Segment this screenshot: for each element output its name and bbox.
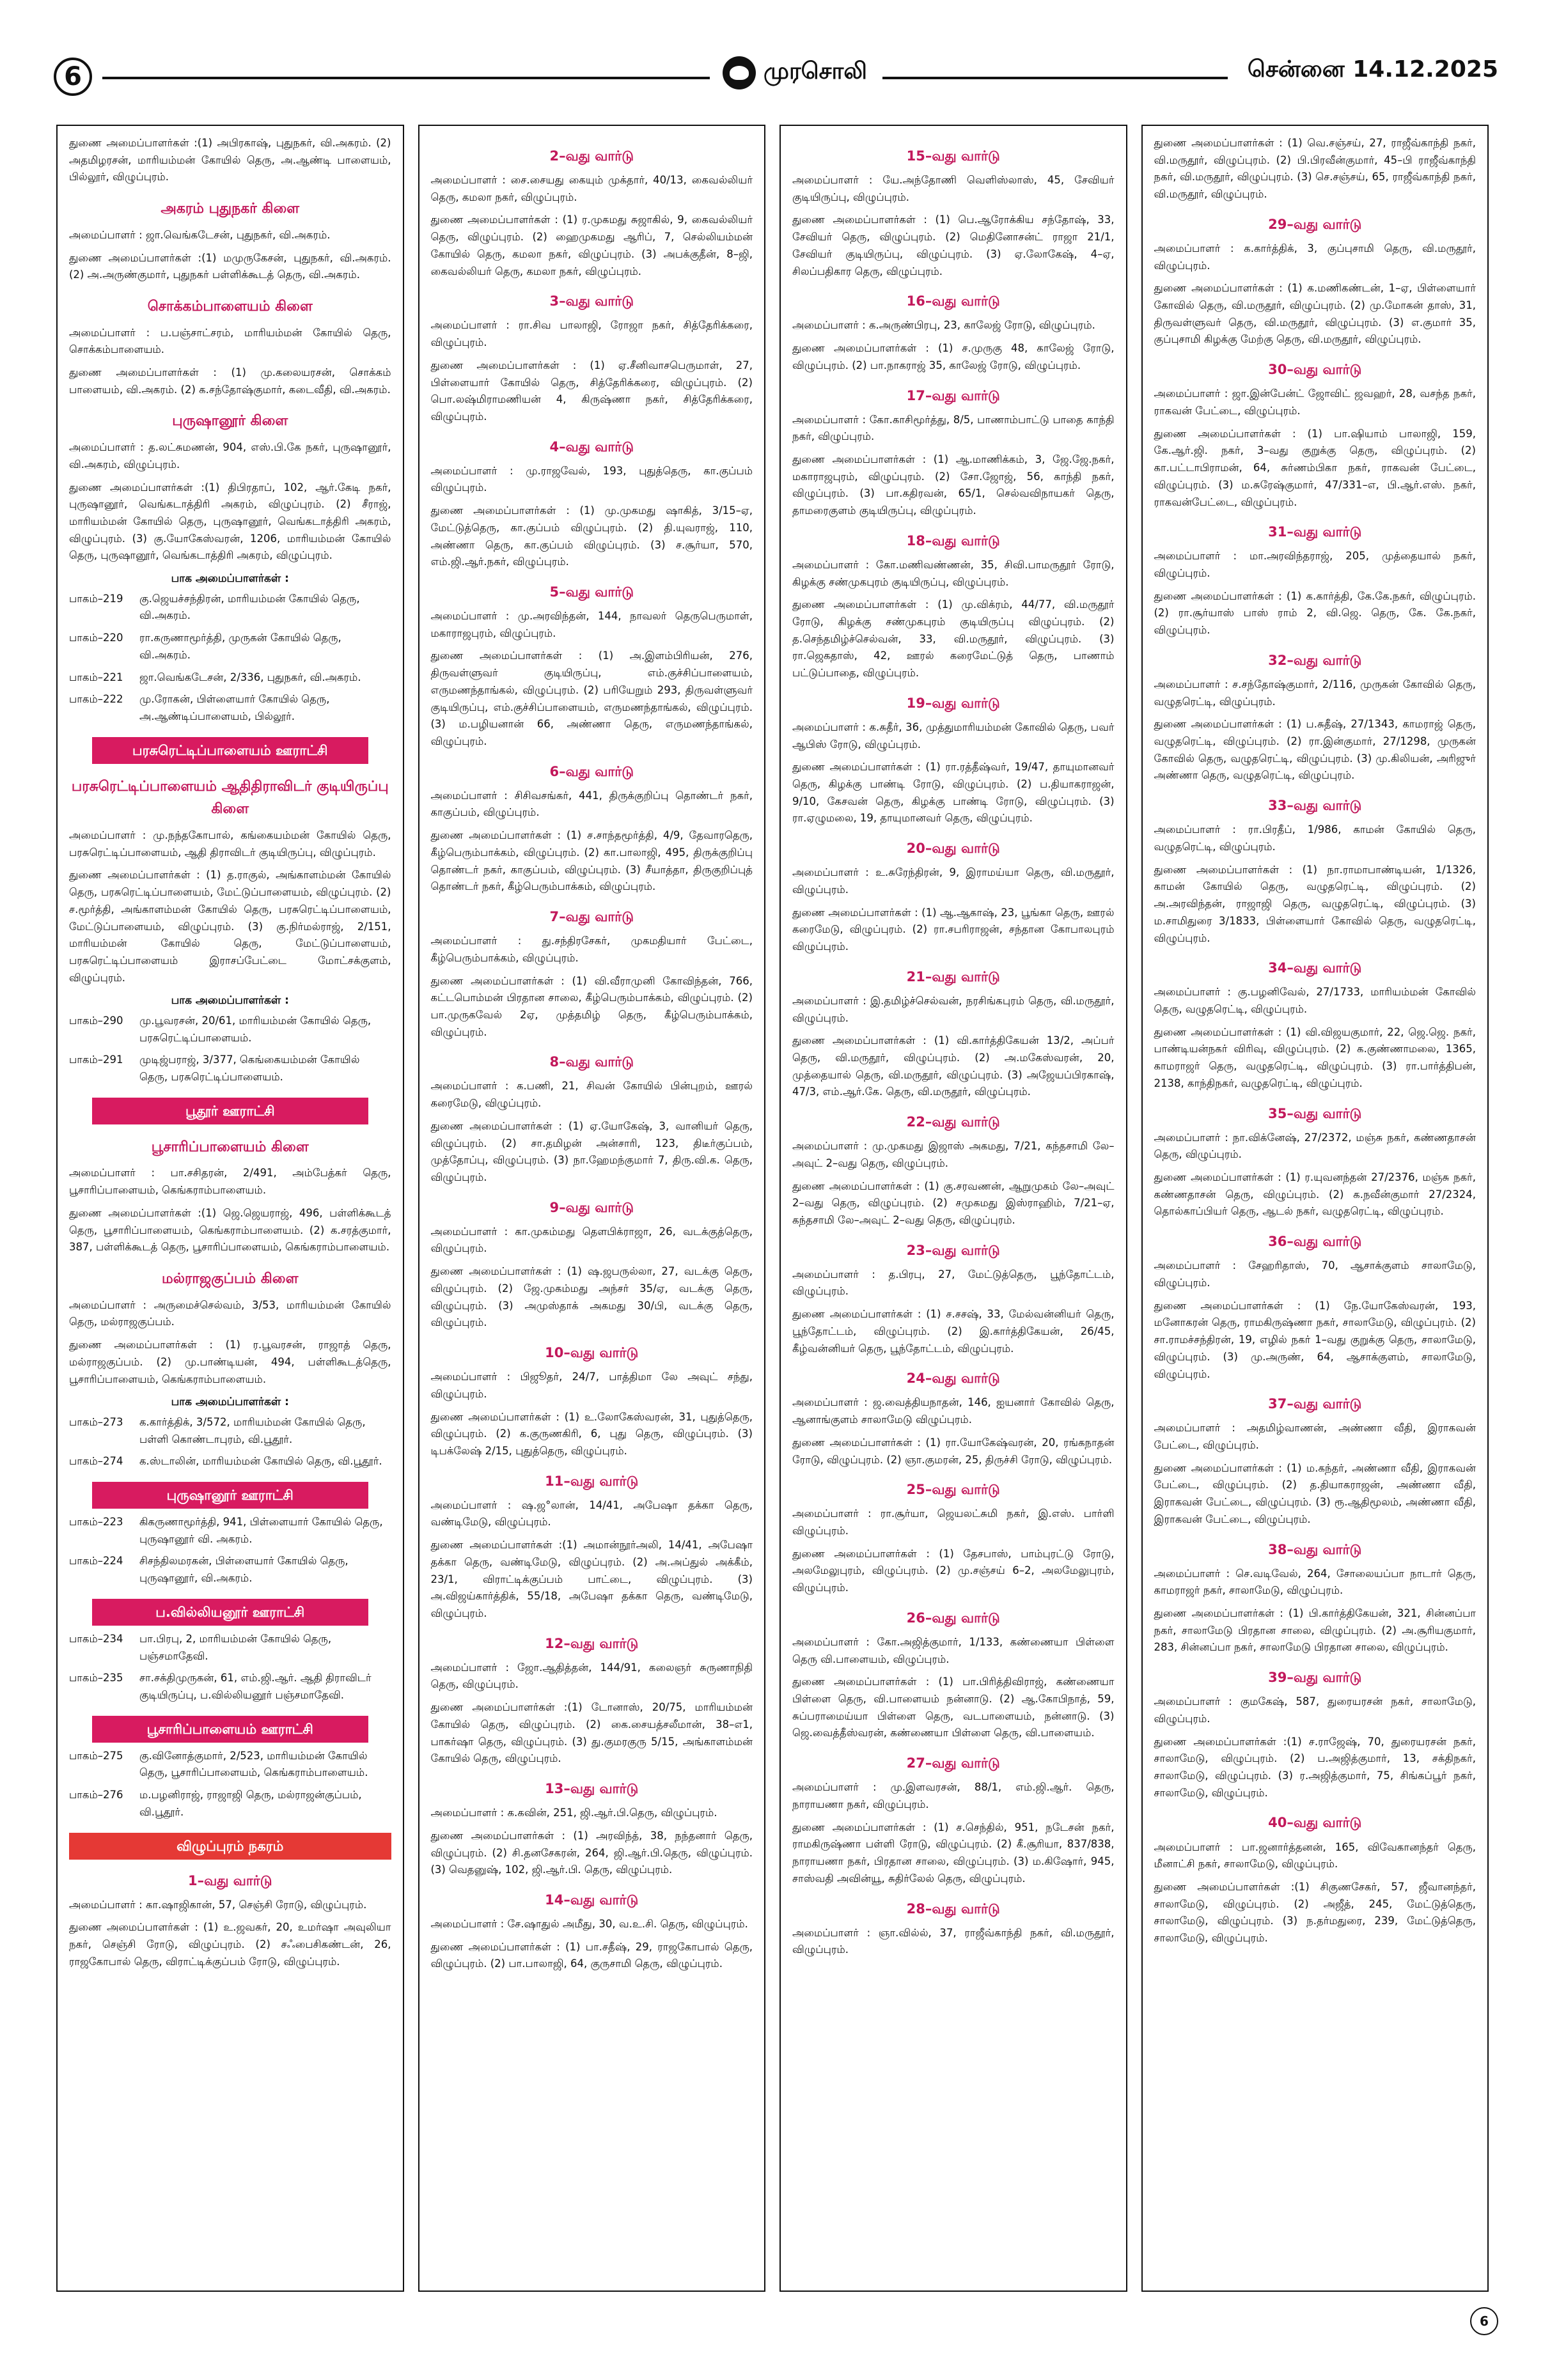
paragraph: துணை அமைப்பாளர்கள் : (1) ஷ.ஜபருல்லா, 27, வடக்கு தெரு, விழுப்புரம். (2) ஜே.முகம்மது அந்சர் 35/ஏ, வடக்கு தெரு, விழுப்புரம். (3) அமுஸ்தாக் அகமது 30/பி, வடக்கு தெரு, விழுப்புரம். (430, 1265, 753, 1329)
paragraph: அமைப்பாளர் : ரா.சிவ பாலாஜி, ரோஜா நகர், சித்தேரிக்கரை, விழுப்புரம். (430, 319, 753, 349)
footer-page-number: 6 (1470, 2307, 1498, 2335)
paragraph: துணை அமைப்பாளர்கள் : (1) மு.விக்ரம், 44/77, வி.மருதூர் ரோடு, கிழக்கு சண்முகபுரம் குடியிருப்பு விழுப்புரம். (2) த.செந்தமிழ்ச்செல்வன், 33, வி.மருதூர், விழுப்புரம். (3) ரா.ஜெகதாஸ், 42, ஊரல் கரைமேட்டுத் தெரு, பாணாம் பட்டுப்பாதை, விழுப்புரம். (792, 598, 1115, 680)
ward-heading: 36–வது வார்டு (1268, 1234, 1362, 1250)
paragraph: அமைப்பாளர் : க.அருண்பிரபு, 23, காலேஜ் ரோடு, விழுப்புரம். (792, 319, 1095, 332)
paragraph: அமைப்பாளர் : மு.இளவரசன், 88/1, எம்.ஜி.ஆர். தெரு, நாராயணா நகர், விழுப்புரம். (792, 1781, 1115, 1810)
booth-entry (69, 1670, 391, 1704)
booth-text: க.ஸ்டாலின், மாரியம்மன் கோயில் தெரு, வி.பூதூர். (139, 1455, 382, 1468)
column-2 (418, 125, 766, 2292)
paragraph: அமைப்பாளர் : பிஜூதர், 24/7, பாத்திமா லே அவுட் சந்து, விழுப்புரம். (430, 1371, 753, 1400)
ward-heading: 28–வது வார்டு (906, 1901, 1000, 1917)
paragraph: அமைப்பாளர் : சை.சையது கையும் முக்தார், 40/13, கைவல்லியர் தெரு, கமலா நகர், விழுப்புரம். (430, 174, 753, 203)
paragraph: அமைப்பாளர் : ஜோ.ஆதித்தன், 144/91, கலைஞர் சுருணாநிதி தெரு, விழுப்புரம். (430, 1661, 753, 1691)
subheading: பாக அமைப்பாளர்கள் : (171, 994, 289, 1007)
ward-heading: 31–வது வார்டு (1268, 524, 1362, 540)
ward-heading: 4–வது வார்டு (549, 439, 634, 455)
section-heading: பரசுரெட்டிப்பாளையம் ஆதிதிராவிடர் குடியிருப்பு கிளை (71, 778, 389, 818)
booth-text: மு.ரோகன், பிள்ளையார் கோயில் தெரு, அ.ஆண்டிப்பாளையம், பில்லூர். (139, 693, 330, 722)
section-heading: சொக்கம்பாளையம் கிளை (147, 298, 313, 315)
newspaper-logo (716, 56, 873, 89)
ward-heading: 13–வது வார்டு (545, 1781, 639, 1797)
booth-text: க.கார்த்திக், 3/572, மாரியம்மன் கோயில் தெரு, பள்ளி கொண்டாபுரம், வி.பூதூர். (139, 1415, 366, 1445)
ward-heading: 21–வது வார்டு (906, 968, 1000, 984)
booth-entry (69, 591, 391, 625)
booth-number: பாகம்–275 (69, 1749, 123, 1762)
section-banner: பரசுரெட்டிப்பாளையம் ஊராட்சி (92, 737, 368, 764)
booth-entry (69, 1553, 391, 1587)
paragraph: துணை அமைப்பாளர்கள் : (1) தேசபாஸ், பாம்புரட்டு ரோடு, அலமேலுபுரம், விழுப்புரம். (2) மு.சஞ்சய் 6–2, அலமேலுபுரம், விழுப்புரம். (792, 1547, 1115, 1594)
booth-entry (69, 1514, 391, 1548)
paragraph: அமைப்பாளர் : த.லட்சுமணன், 904, எஸ்.பி.கே நகர், புருஷானூர், வி.அகரம், விழுப்புரம். (69, 441, 391, 471)
paragraph: துணை அமைப்பாளர்கள் : (1) பெ.ஆரோக்கிய சந்தோஷ், 33, சேவியர் தெரு, விழுப்புரம். (2) மெதினோசன்ட் ராஜா 21/1, சேவியர் குடியிருப்பு, விழுப்புரம். (3) ஏ.லோகேஷ், 4–ஏ, சிலப்பதிகார தெரு, விழுப்புரம். (792, 214, 1115, 277)
paragraph: துணை அமைப்பாளர்கள் :(1) ச.ராஜேஷ், 70, துரையரசன் நகர், சாலாமேடு, விழுப்புரம். (2) ப.அஜித்குமார், 13, சக்திநகர், சாலாமேடு, விழுப்புரம். (3) ர.அஜித்குமார், 75, சிங்கப்பூர் நகர், சாலாமேடு, விழுப்புரம். (1154, 1735, 1476, 1799)
subheading: பாக அமைப்பாளர்கள் : (171, 1396, 289, 1409)
paragraph: துணை அமைப்பாளர்கள் : (1) ர.பூவரசன், ராஜாத் தெரு, மல்ராஜகுப்பம். (2) மு.பாண்டியன், 494, பள்ளிகூடத்தெரு, பூசாரிப்பாளையம், கெங்கராம்பாளையம். (69, 1339, 391, 1385)
paragraph: துணை அமைப்பாளர்கள் :(1) அபிரகாஷ், புதுநகர், வி.அகரம். (2) அதமிழரசன், மாரியம்மன் கோயில் தெரு, அ.ஆண்டி பாளையம், பில்லூர், விழுப்புரம். (69, 137, 391, 183)
ward-heading: 29–வது வார்டு (1268, 216, 1362, 232)
booth-text: கு.ஜெயச்சந்திரன், மாரியம்மன் கோயில் தெரு, வி.அகரம். (139, 592, 360, 622)
paragraph: துணை அமைப்பாளர்கள் : (1) மு.முகமது ஷாகித், 3/15–ஏ, மேட்டுத்தெரு, கா.குப்பம் விழுப்புரம். (2) தி.யுவராஜ், 110, அண்ணா தெரு, கா.குப்பம் விழுப்புரம். (3) ச.சூர்யா, 570, எம்.ஜி.ஆர்.நகர், விழுப்புரம். (430, 504, 753, 568)
section-heading: மல்ராஜகுப்பம் கிளை (162, 1271, 299, 1287)
paragraph: அமைப்பாளர் : கு.பழனிவேல், 27/1733, மாரியம்மன் கோவில் தெரு, வழுதரெட்டி, விழுப்புரம். (1154, 986, 1476, 1015)
paragraph: துணை அமைப்பாளர்கள் : (1) ரா.ரத்தீஷ்வர், 19/47, தாயுமானவர் தெரு, கிழக்கு பாண்டி ரோடு, விழுப்புரம். (2) ப.தியாகராஜன், 9/10, கேசவன் தெரு, கிழக்கு பாண்டி ரோடு, விழுப்புரம். (3) ரா.ஏழுமலை, 19, தாயுமானவர் தெரு, விழுப்புரம். (792, 761, 1115, 825)
paragraph: துணை அமைப்பாளர்கள் : (1) வி.வீராமுனி கோவிந்தன், 766, கட்டபொம்மன் பிரதான சாலை, கீழ்பெரும்பாக்கம், விழுப்புரம். (2) பா.முருகவேல் 2ஏ, முத்தமிழ் தெரு, கீழ்பெரும்பாக்கம், விழுப்புரம். (430, 974, 753, 1038)
booth-text: பா.பிரபு, 2, மாரியம்மன் கோயில் தெரு, பஞ்சமாதேவி. (139, 1632, 332, 1662)
logo-emblem-icon (723, 56, 756, 89)
ward-heading: 27–வது வார்டு (906, 1755, 1000, 1771)
column-1 (56, 125, 404, 2292)
booth-entry (69, 1748, 391, 1782)
booth-text: ரா.கருணாமூர்த்தி, முருகன் கோயில் தெரு, வி.அகரம். (139, 632, 341, 661)
paragraph: அமைப்பாளர் : மு.நந்தகோபால், கங்கையம்மன் கோயில் தெரு, பரசுரெட்டிப்பாளையம், ஆதி திராவிடர் குடியிருப்பு, விழுப்புரம். (69, 828, 391, 859)
paragraph: துணை அமைப்பாளர்கள் : (1) ர.யுவனந்தன் 27/2376, மஞ்சு நகர், கண்ணதாசன் தெரு, விழுப்புரம். (2) க.நவீன்குமார் 27/2324, தொல்காப்பியர் தெரு, ஆடல் நகர், வழுதரெட்டி, விழுப்புரம். (1154, 1171, 1476, 1218)
ward-heading: 3–வது வார்டு (549, 293, 634, 309)
edition-date: சென்னை 14.12.2025 (1237, 56, 1498, 86)
ward-heading: 39–வது வார்டு (1268, 1670, 1362, 1686)
paragraph: துணை அமைப்பாளர்கள் : (1) ஆ.மாணிக்கம், 3, ஜே.ஜே.நகர், மகாராஜபுரம், விழுப்புரம். (2) சோ.ஜோஜ், 56, காந்தி நகர், விழுப்புரம். (3) பா.கதிரவன், 65/1, செல்வவிநாயகர் தெரு, தாமரைகுளம் குடியிருப்பு, விழுப்புரம். (792, 453, 1115, 517)
paragraph: துணை அமைப்பாளர்கள் : (1) ஏ.சீனிவாசபெருமாள், 27, பிள்ளையார் கோயில் தெரு, சித்தேரிக்கரை, விழுப்புரம். (2) பொ.லஷ்மிராமணியன் 4, கிருஷ்ணா நகர், சித்தேரிக்கரை, விழுப்புரம். (430, 359, 753, 423)
ward-heading: 40–வது வார்டு (1268, 1815, 1362, 1831)
ward-heading: 10–வது வார்டு (545, 1345, 639, 1361)
paragraph: துணை அமைப்பாளர்கள் : (1) க.மணிகண்டன், 1–ஏ, பிள்ளையார் கோவில் தெரு, வி.மருதூர், விழுப்புரம். (2) மு.மோகன் தாஸ், 31, திருவள்ளுவர் தெரு, வி.மருதூர், விழுப்புரம். (3) எ.குமார் 35, குப்புசாமி கிழக்கு மேற்கு தெரு, வி.மருதூர், விழுப்புரம். (1154, 282, 1476, 346)
section-banner: பூசாரிப்பாளையம் ஊராட்சி (92, 1716, 368, 1743)
booth-entry (69, 1631, 391, 1665)
booth-text: ஜா.வெங்கடேசன், 2/336, புதுநகர், வி.அகரம். (139, 671, 361, 683)
booth-number: பாகம்–221 (69, 671, 123, 683)
ward-heading: 26–வது வார்டு (906, 1610, 1000, 1626)
newspaper-name: முரசொலி (764, 58, 867, 84)
paragraph: அமைப்பாளர் : ஜா.வெங்கடேசன், புதுநகர், வி.அகரம். (69, 228, 331, 241)
paragraph: துணை அமைப்பாளர்கள் : (1) கு.சரவணன், ஆறுமுகம் லே–அவுட் 2–வது தெரு, விழுப்புரம். (2) சமுகமது இஸ்ராஹிம், 7/21–ஏ, கந்தசாமி லே–அவுட் 2–வது தெரு, விழுப்புரம். (792, 1179, 1115, 1227)
ward-heading: 18–வது வார்டு (906, 533, 1000, 548)
paragraph: அமைப்பாளர் : க.கார்த்திக், 3, குப்புசாமி தெரு, வி.மருதூர், விழுப்புரம். (1154, 242, 1476, 272)
paragraph: துணை அமைப்பாளர்கள் : (1) பி.கார்த்திகேயன், 321, சின்னப்பா நகர், சாலாமேடு பிரதான சாலை, விழுப்புரம். (2) அ.சூரியகுமார், 283, சின்னப்பா நகர், சாலாமேடு பிரதான சாலை, விழுப்புரம். (1154, 1607, 1476, 1654)
booth-entry (69, 691, 391, 725)
booth-number: பாகம்–223 (69, 1515, 123, 1528)
ward-heading: 6–வது வார்டு (549, 763, 634, 779)
booth-number: பாகம்–276 (69, 1789, 123, 1801)
booth-number: பாகம்–224 (69, 1555, 123, 1567)
paragraph: அமைப்பாளர் : செ.வடிவேல், 264, சோலையப்பா நாடார் தெரு, காமராஜர் நகர், சாலாமேடு, விழுப்புரம். (1154, 1567, 1476, 1597)
booth-number: பாகம்–234 (69, 1632, 123, 1645)
paragraph: துணை அமைப்பாளர்கள் : (1) ச.முருகு 48, காலேஜ் ரோடு, விழுப்புரம். (2) பா.நாகராஜ் 35, காலேஜ் ரோடு, விழுப்புரம். (792, 342, 1115, 371)
paragraph: துணை அமைப்பாளர்கள் : (1) நா.ராமாபாண்டியன், 1/1326, காமன் கோயில் தெரு, வழுதரெட்டி, விழுப்புரம். (2) அ.அரவிந்தன், ராஜாஜி தெரு, வழுதரெட்டி, விழுப்புரம். (3) ம.சாமிதுரை 3/1833, பிள்ளையார் கோவில் தெரு, வழுதரெட்டி, விழுப்புரம். (1154, 863, 1476, 944)
ward-heading: 25–வது வார்டு (906, 1482, 1000, 1498)
paragraph: துணை அமைப்பாளர்கள் :(1) திபிரதாப், 102, ஆர்.கேடி நகர், புருஷானூர், வெங்கடாத்திரி அகரம், விழுப்புரம். (2) சீராஜ், மாரியம்மன் கோயில் தெரு, புருஷானூர், வெங்கடாத்திரி அகரம், விழுப்புரம். (3) கு.யோகேஸ்வரன், 1206, மாரியம்மன் கோயில் தெரு, புருஷானூர், வெங்கடாத்திரி அகரம், விழுப்புரம். (69, 481, 391, 562)
paragraph: அமைப்பாளர் : து.சந்திரசேகர், முகமதியார் பேட்டை, கீழ்பெரும்பாக்கம், விழுப்புரம். (430, 935, 753, 964)
ward-heading: 1–வது வார்டு (187, 1872, 272, 1888)
column-3 (779, 125, 1127, 2292)
paragraph: துணை அமைப்பாளர்கள் : (1) க.கார்த்தி, கே.கே.நகர், விழுப்புரம். (2) ரா.சூர்யாஸ் பாஸ் ராம் 2, வி.ஜெ. தெரு, கே. கே.நகர், விழுப்புரம். (1154, 589, 1476, 637)
paragraph: துணை அமைப்பாளர்கள் : (1) மு.கலையரசன், சொக்கம் பாளையம், வி.அகரம். (2) க.சந்தோஷ்குமார், கடைவீதி, வி.அகரம். (69, 366, 391, 396)
paragraph: துணை அமைப்பாளர்கள் : (1) ச.சாந்தமூர்த்தி, 4/9, தேவாரதெரு, கீழ்பெரும்பாக்கம், விழுப்புரம். (2) கா.பாலாஜி, 495, திருக்குறிப்பு தொண்டர் நகர், காகுப்பம், விழுப்புரம். (3) சீயாத்தா, திருகுறிப்புத் தொண்டர் நகர், கீழ்பெரும்பாக்கம், விழுப்புரம். (430, 829, 753, 893)
paragraph: துணை அமைப்பாளர்கள் : (1) அரவிந்த், 38, நந்தனார் தெரு, விழுப்புரம். (2) சி.தனசேகரன், 264, ஜி.ஆர்.பி.தெரு, விழுப்புரம். (3) வெதனுஷ், 102, ஜி.ஆர்.பி. தெரு, விழுப்புரம். (430, 1829, 753, 1876)
paragraph: அமைப்பாளர் : ஞா.வில்ல், 37, ராஜீவ்காந்தி நகர், வி.மருதூர், விழுப்புரம். (792, 1926, 1115, 1956)
booth-number: பாகம்–273 (69, 1415, 123, 1428)
ward-heading: 9–வது வார்டு (549, 1199, 634, 1215)
paragraph: அமைப்பாளர் : ரா.பிரதீப், 1/986, காமன் கோயில் தெரு, வழுதரெட்டி, விழுப்புரம். (1154, 823, 1476, 853)
section-banner: புருஷானூர் ஊராட்சி (92, 1482, 368, 1509)
paragraph: துணை அமைப்பாளர்கள் : (1) உ.ஜவகர், 20, உமர்ஷா அவுலியா நகர், செஞ்சி ரோடு, விழுப்புரம். (2) சஃபைசிகண்டன், 26, ராஜகோபால் தெரு, விராட்டிக்குப்பம் ரோடு, விழுப்புரம். (69, 1921, 391, 1968)
paragraph: துணை அமைப்பாளர்கள் :(1) அமான்நூர்அலி, 14/41, அபேஷா தக்கா தெரு, வண்டிமேடு, விழுப்புரம். (2) அ.அப்துல் அக்கீம், 23/1, விராட்டிக்குப்பம் பாட்டை, விழுப்புரம். (3) அ.விஜய்கார்த்திக், 55/18, அபேஷா தக்கா தெரு, வண்டிமேடு, விழுப்புரம். (430, 1539, 753, 1619)
paragraph: அமைப்பாளர் : பா.ஜனார்த்தனன், 165, விவேகானந்தர் தெரு, மீனாட்சி நகர், சாலாமேடு, விழுப்புரம். (1154, 1840, 1476, 1871)
booth-text: சா.சக்திமுருகன், 61, எம்.ஜி.ஆர். ஆதி திராவிடர் குடியிருப்பு, ப.வில்லியனூர் பஞ்சமாதேவி. (139, 1672, 372, 1701)
ward-heading: 7–வது வார்டு (549, 909, 634, 925)
booth-number: பாகம்–222 (69, 693, 123, 706)
booth-number: பாகம்–219 (69, 592, 123, 605)
ward-heading: 20–வது வார்டு (906, 841, 1000, 857)
paragraph: அமைப்பாளர் : கோ.அஜித்குமார், 1/133, கண்ணையா பிள்ளை தெரு வி.பாளையம், விழுப்புரம். (792, 1635, 1115, 1665)
booth-text: சிசந்திலமரகன், பிள்ளையார் கோயில் தெரு, புருஷானூர், வி.அகரம். (139, 1555, 349, 1585)
paragraph: அமைப்பாளர் : மா.அரவிந்தராஜ், 205, முத்தையால் நகர், விழுப்புரம். (1154, 550, 1476, 579)
paragraph: துணை அமைப்பாளர்கள் :(1) ஜெ.ஜெயராஜ், 496, பள்ளிக்கூடத் தெரு, பூசாரிப்பாளையம், கெங்கராம்பாளையம். (2) க.சரத்குமார், 387, பள்ளிக்கூடத் தெரு, பூசாரிப்பாளையம், கெங்கராம்பாளையம். (69, 1206, 391, 1254)
booth-number: பாகம்–235 (69, 1672, 123, 1684)
booth-number: பாகம்–274 (69, 1455, 123, 1468)
paragraph: அமைப்பாளர் : த.பிரபு, 27, மேட்டுத்தெரு, பூந்தோட்டம், விழுப்புரம். (792, 1268, 1115, 1298)
paragraph: துணை அமைப்பாளர்கள் : (1) வி.கார்த்திகேயன் 13/2, அப்பர் தெரு, வி.மருதூர், விழுப்புரம். (2) அ.மகேஸ்வரன், 20, முத்தையால் தெரு, வி.மருதூர், விழுப்புரம். (3) அஜேயப்பிரகாஷ், 47/3, எம்.ஆர்.கே. தெரு, வி.மருதூர், விழுப்புரம். (792, 1034, 1115, 1098)
booth-number: பாகம்–220 (69, 632, 123, 644)
booth-text: மு.பூவரசன், 20/61, மாரியம்மன் கோயில் தெரு, பரசுரெட்டிப்பாளையம். (139, 1014, 372, 1044)
ward-heading: 12–வது வார்டு (545, 1635, 639, 1651)
booth-text: கிகருணாமூர்த்தி, 941, பிள்ளையார் கோயில் தெரு, புருஷானூர் வி. அகரம். (139, 1515, 383, 1545)
paragraph: அமைப்பாளர் : உ.சுரேந்திரன், 9, இராமய்யா தெரு, வி.மருதூர், விழுப்புரம். (792, 866, 1115, 896)
ward-heading: 16–வது வார்டு (906, 293, 1000, 309)
section-heading: அகரம் புதுநகர் கிளை (161, 201, 300, 217)
ward-heading: 8–வது வார்டு (549, 1054, 634, 1070)
paragraph: துணை அமைப்பாளர்கள் : (1) உ.லோகேஸ்வரன், 31, புதுத்தெரு, விழுப்புரம். (2) க.குருணகிரி, 6, புது தெரு, விழுப்புரம். (3) டிபக்லேஷ் 2/15, புதுத்தெரு, விழுப்புரம். (430, 1410, 753, 1457)
ward-heading: 24–வது வார்டு (906, 1371, 1000, 1387)
column-4 (1141, 125, 1489, 2292)
paragraph: துணை அமைப்பாளர்கள் : (1) நே.யோகேஸ்வரன், 193, மனோகரன் தெரு, ராமகிருஷ்ணா நகர், சாலாமேடு, விழுப்புரம். (2) சா.ராமச்சந்திரன், 19, எழில் நகர் 1–வது குறுக்கு தெரு, சாலாமேடு, விழுப்புரம். (3) மு.அருண், 64, ஆசாக்குளம், சாலாமேடு, விழுப்புரம். (1154, 1299, 1476, 1380)
paragraph: அமைப்பாளர் : ச.சந்தோஷ்குமார், 2/116, முருகன் கோவில் தெரு, வழுதரெட்டி, விழுப்புரம். (1154, 678, 1476, 708)
paragraph: துணை அமைப்பாளர்கள் : (1) ச.செந்தில், 951, நடேசன் நகர், ராமகிருஷ்ணா பள்ளி ரோடு, விழுப்புரம். (2) கீ.சூரியா, 837/838, நாராயணா நகர், பிரதான சாலை, விழுப்புரம். (3) ம.கிஷோர், 945, சாஸ்வதி அவின்யூ, சுதிர்லேல் தெரு, விழுப்புரம். (792, 1821, 1115, 1885)
paragraph: அமைப்பாளர் : ரா.சூர்யா, ஜெயலட்சுமி நகர், இ.எஸ். பார்ளி விழுப்புரம். (792, 1507, 1115, 1537)
paragraph: துணை அமைப்பாளர்கள் : (1) பா.சதீஷ், 29, ராஜகோபால் தெரு, விழுப்புரம். (2) பா.பாலாஜி, 64, குருசாமி தெரு, விழுப்புரம். (430, 1940, 753, 1970)
ward-heading: 17–வது வார்டு (906, 387, 1000, 403)
paragraph: அமைப்பாளர் : க.சுதீர், 36, முத்துமாரியம்மன் கோவில் தெரு, பவர் ஆபிஸ் ரோடு, விழுப்புரம். (792, 720, 1115, 751)
ward-heading: 2–வது வார்டு (549, 148, 634, 164)
ward-heading: 23–வது வார்டு (906, 1242, 1000, 1258)
paragraph: துணை அமைப்பாளர்கள் : (1) வெ.சஞ்சய், 27, ராஜீவ்காந்தி நகர், வி.மருதூர், விழுப்புரம். (2) பி.பிரவீன்குமார், 45–பி ராஜீவ்காந்தி நகர், வி.மருதூர், விழுப்புரம். (3) செ.சஞ்சய், 65, ராஜீவ்காந்தி நகர், வி.மருதூர், விழுப்புரம். (1154, 137, 1476, 201)
paragraph: அமைப்பாளர் : யே.அந்தோணி வெளிஸ்லாஸ், 45, சேவியர் குடியிருப்பு, விழுப்புரம். (792, 174, 1115, 203)
paragraph: அமைப்பாளர் : ஜ.வைத்தியநாதன், 146, ஐயனார் கோவில் தெரு, ஆனாங்குளம் சாலாமேடு விழுப்புரம். (792, 1396, 1115, 1426)
paragraph: துணை அமைப்பாளர்கள் :(1) சிகுணசேகர், 57, ஜீவானந்தர், சாலாமேடு, விழுப்புரம். (2) அஜீத், 245, மேட்டுத்தெரு, சாலாமேடு, விழுப்புரம். (3) ந.தர்மதுரை, 239, மேட்டுத்தெரு, சாலாமேடு, விழுப்புரம். (1154, 1880, 1476, 1945)
paragraph: துணை அமைப்பாளர்கள் : (1) ரா.யோகேஷ்வரன், 20, ரங்கநாதன் ரோடு, விழுப்புரம். (2) ஞா.குமரன், 25, திருச்சி ரோடு, விழுப்புரம். (792, 1436, 1115, 1466)
paragraph: துணை அமைப்பாளர்கள் : (1) ம.கந்தர், அண்ணா வீதி, இராகவன் பேட்டை, விழுப்புரம். (2) த.தியாகராஜன், அண்ணா வீதி, இராகவன் பேட்டை, விழுப்புரம். (3) ரூ.ஆதிமூலம், அண்ணா வீதி, இராகவன் பேட்டை, விழுப்புரம். (1154, 1461, 1476, 1525)
ward-heading: 19–வது வார்டு (906, 695, 1000, 711)
booth-entry (69, 630, 391, 664)
ward-heading: 32–வது வார்டு (1268, 652, 1362, 668)
ward-heading: 5–வது வார்டு (549, 584, 634, 600)
paragraph: அமைப்பாளர் : நா.விக்னேஷ், 27/2372, மஞ்சு நகர், கண்ணதாசன் தெரு, விழுப்புரம். (1154, 1131, 1476, 1161)
paragraph: அமைப்பாளர் : கோ.மணிவண்ணன், 35, சிவி.பாமருதூர் ரோடு, கிழக்கு சண்முகபுரம் குடியிருப்பு, விழுப்புரம். (792, 558, 1115, 588)
booth-entry (69, 1453, 391, 1470)
masthead-rule-right (882, 77, 1228, 79)
booth-number: பாகம்–291 (69, 1054, 123, 1066)
paragraph: துணை அமைப்பாளர்கள் : (1) த.ராகுல், அங்காளம்மன் கோயில் தெரு, பரசுரெட்டிப்பாளையம், மேட்டுப்பாளையம், விழுப்புரம். (2) ச.மூர்த்தி, அங்காளம்மன் கோயில் தெரு, பரசுரெட்டிப்பாளையம், மேட்டுப்பாளையம், விழுப்புரம். (3) கு.நிர்மல்ராஜ், 2/151, மாரியம்மன் கோயில் தெரு, மேட்டுப்பாளையம், பரசுரெட்டிப்பாளையம் இராசப்பேட்டை மோட்சக்குளம், விழுப்புரம். (69, 869, 391, 984)
paragraph: அமைப்பாளர் : சிசிவசங்கர், 441, திருக்குறிப்பு தொண்டர் நகர், காகுப்பம், விழுப்புரம். (430, 789, 753, 819)
paragraph: அமைப்பாளர் : பா.சசிதரன், 2/491, அம்பேத்கர் தெரு, பூசாரிப்பாளையம், கெங்கராம்பாளையம். (69, 1167, 391, 1197)
section-banner: விழுப்புரம் நகரம் (69, 1833, 391, 1860)
section-heading: பூசாரிப்பாளையம் கிளை (151, 1139, 309, 1155)
paragraph: துணை அமைப்பாளர்கள் : (1) ர.முகமது சுஜாகில், 9, கைவல்லியர் தெரு, விழுப்புரம். (2) ஹைமுகமது ஆரிப், 7, செல்லியம்மன் கோயில் தெரு, கமலா நகர், விழுப்புரம். (3) அபக்குதீன், 8–ஜி, கைவல்லியர் தெரு, கமலா நகர், விழுப்புரம். (430, 214, 753, 277)
paragraph: துணை அமைப்பாளர்கள் : (1) பா.பிரித்திவிராஜ், கண்ணையா பிள்ளை தெரு, வி.பாளையம் நன்னாடு. (2) ஆ.கோபிநாத், 59, சுப்பராமைய்யா பிள்ளை தெரு, வடபாளையம், நன்னாடு. (3) ஜெ.வைத்தீஸ்வரன், கண்ணையா பிள்ளை தெரு, வி.பாளையம். (792, 1676, 1115, 1739)
paragraph: துணை அமைப்பாளர்கள் : (1) ஏ.யோகேஷ், 3, வானியர் தெரு, விழுப்புரம். (2) சா.தமிழன் அன்சாரி, 123, திடீர்குப்பம், முத்தோப்பு, விழுப்புரம். (3) நா.ஹேமந்குமார் 7, திரு.வி.க. தெரு, விழுப்புரம். (430, 1119, 753, 1184)
booth-number: பாகம்–290 (69, 1014, 123, 1027)
paragraph: அமைப்பாளர் : க.கவின், 251, ஜி.ஆர்.பி.தெரு, விழுப்புரம். (430, 1807, 717, 1819)
ward-heading: 38–வது வார்டு (1268, 1541, 1362, 1557)
paragraph: அமைப்பாளர் : மு.ராஜவேல், 193, புதுத்தெரு, கா.குப்பம் விழுப்புரம். (430, 464, 753, 494)
booth-text: ம.பழனிராஜ், ராஜாஜி தெரு, மல்ராஜன்குப்பம், வி.பூதூர். (139, 1789, 362, 1818)
section-banner: ப.வில்லியனூர் ஊராட்சி (92, 1599, 368, 1626)
ward-heading: 11–வது வார்டு (545, 1473, 639, 1489)
booth-entry (69, 1013, 391, 1046)
paragraph: அமைப்பாளர் : அருமைச்செல்வம், 3/53, மாரியம்மன் கோயில் தெரு, மல்ராஜகுப்பம். (69, 1298, 391, 1328)
paragraph: அமைப்பாளர் : சேஹரிதாஸ், 70, ஆசாக்குளம் சாலாமேடு, விழுப்புரம். (1154, 1259, 1476, 1289)
paragraph: அமைப்பாளர் : மு.முகமது இஜாஸ் அகமது, 7/21, கந்தசாமி லே–அவுட் 2–வது தெரு, விழுப்புரம். (792, 1140, 1115, 1169)
paragraph: துணை அமைப்பாளர்கள் : (1) வி.விஜயகுமார், 22, ஜெ.ஜெ. நகர், பாண்டியன்நகர் விரிவு, விழுப்புரம். (2) க.குண்ணாமலை, 1365, காமராஜர் தெரு, வழுதரெட்டி, விழுப்புரம். (3) ரா.பார்த்திபன், 2138, காந்திநகர், வழுதரெட்டி, விழுப்புரம். (1154, 1025, 1476, 1089)
paragraph: அமைப்பாளர் : கா.முகம்மது தௌபிக்ராஜா, 26, வடக்குத்தெரு, விழுப்புரம். (430, 1225, 753, 1255)
ward-heading: 37–வது வார்டு (1268, 1396, 1362, 1412)
ward-heading: 22–வது வார்டு (906, 1114, 1000, 1130)
ward-heading: 14–வது வார்டு (545, 1892, 639, 1908)
booth-entry (69, 1414, 391, 1448)
booth-text: கு.வினோத்குமார், 2/523, மாரியம்மன் கோயில் தெரு, பூசாரிப்பாளையம், கெங்கராம்பாளையம். (139, 1749, 368, 1779)
paragraph: அமைப்பாளர் : மு.அரவிந்தன், 144, நாவலர் தெருபெருமாள், மகாராஜபுரம், விழுப்புரம். (430, 610, 753, 639)
paragraph: அமைப்பாளர் : அதமிழ்வாணன், அண்ணா வீதி, இராகவன் பேட்டை, விழுப்புரம். (1154, 1422, 1476, 1451)
ward-heading: 34–வது வார்டு (1268, 960, 1362, 976)
masthead (45, 52, 1498, 104)
paragraph: துணை அமைப்பாளர்கள் :(1) டோனாஸ், 20/75, மாரியம்மன் கோயில் தெரு, விழுப்புரம். (2) கை.சையத்சலீமான், 38–எ1, பாகர்ஷா தெரு, விழுப்புரம். (3) து.குமரகுரு 5/15, அங்காளம்மன் கோயில் தெரு, விழுப்புரம். (430, 1701, 753, 1765)
section-heading: புருஷானூர் கிளை (172, 413, 288, 430)
paragraph: அமைப்பாளர் : குமகேஷ், 587, துரையரசன் நகர், சாலாமேடு, விழுப்புரம். (1154, 1695, 1476, 1725)
ward-heading: 35–வது வார்டு (1268, 1105, 1362, 1121)
paragraph: துணை அமைப்பாளர்கள் : (1) அ.இளம்பிரியன், 276, திருவள்ளுவர் குடியிருப்பு, எம்.குச்சிப்பாளையம், எருமணந்தாங்கல், விழுப்புரம். (2) பரியேறும் 293, திருவள்ளுவர் குடியிருப்பு, எம்.குச்சிப்பாளையம், எருமணந்தாங்கல், விழுப்புரம். (3) ம.பழியனான் 66, அண்ணா தெரு, எருமணந்தாங்கல், விழுப்புரம். (430, 649, 753, 748)
content-columns (56, 125, 1489, 2292)
subheading: பாக அமைப்பாளர்கள் : (171, 572, 289, 586)
paragraph: அமைப்பாளர் : கோ.காசிமூர்த்து, 8/5, பாணாம்பாட்டு பாதை காந்தி நகர், விழுப்புரம். (792, 413, 1115, 443)
booth-entry (69, 1052, 391, 1085)
paragraph: அமைப்பாளர் : ப.பஞ்சாட்சரம், மாரியம்மன் கோயில் தெரு, சொக்கம்பாளையம். (69, 326, 391, 356)
paragraph: துணை அமைப்பாளர்கள் : (1) ச.சசஷ், 33, மேல்வன்னியர் தெரு, பூந்தோட்டம், விழுப்புரம். (2) இ.கார்த்திகேயன், 26/45, கீழ்வன்னியர் தெரு, பூந்தோட்டம், விழுப்புரம். (792, 1308, 1115, 1355)
booth-text: முடிஜ்பராஜ், 3/377, கெங்கையம்மன் கோயில் தெரு, பரசுரெட்டிப்பாளையம். (139, 1054, 360, 1084)
paragraph: அமைப்பாளர் : ஷ.ஜ°லான், 14/41, அபேஷா தக்கா தெரு, வண்டிமேடு, விழுப்புரம். (430, 1498, 753, 1528)
paragraph: அமைப்பாளர் : இ.தமிழ்ச்செல்வன், நரசிங்கபுரம் தெரு, வி.மருதூர், விழுப்புரம். (792, 994, 1115, 1024)
page-number-badge: 6 (54, 58, 92, 96)
paragraph: துணை அமைப்பாளர்கள் : (1) ப.சுதீஷ், 27/1343, காமராஜ் தெரு, வழுதரெட்டி, விழுப்புரம். (2) ரா.இன்குமார், 27/1298, முருகன் கோவில் தெரு, வழுதரெட்டி, விழுப்புரம். (3) மு.கிலியன், அரிஜுர் அண்ணா தெரு, வழுதரெட்டி, விழுப்புரம். (1154, 718, 1476, 782)
paragraph: அமைப்பாளர் : ஜா.இன்பேன்ட் ஜோவிட் ஜவஹர், 28, வசந்த நகர், ராகவன் பேட்டை, விழுப்புரம். (1154, 387, 1476, 417)
booth-entry (69, 669, 391, 687)
ward-heading: 33–வது வார்டு (1268, 798, 1362, 814)
masthead-rule-left (102, 77, 710, 79)
ward-heading: 15–வது வார்டு (906, 148, 1000, 164)
paragraph: துணை அமைப்பாளர்கள் : (1) ஆ.ஆகாஷ், 23, பூங்கா தெரு, ஊரல் கரைமேடு, விழுப்புரம். (2) ரா.சபரிராஜன், சந்தான கோபாலபுரம் விழுப்புரம். (792, 906, 1115, 953)
paragraph: அமைப்பாளர் : க.பணி, 21, சிவன் கோயில் பின்புறம், ஊரல் கரைமேடு, விழுப்புரம். (430, 1080, 753, 1110)
section-banner: பூதூர் ஊராட்சி (92, 1098, 368, 1124)
paragraph: துணை அமைப்பாளர்கள் :(1) மமுருகேசன், புதுநகர், வி.அகரம். (2) அ.அருண்குமார், புதுநகர் பள்ளிக்கூடத் தெரு, வி.அகரம். (69, 251, 391, 281)
ward-heading: 30–வது வார்டு (1268, 362, 1362, 378)
booth-entry (69, 1787, 391, 1821)
paragraph: அமைப்பாளர் : கா.ஷாஜிகான், 57, செஞ்சி ரோடு, விழுப்புரம். (69, 1898, 367, 1911)
paragraph: துணை அமைப்பாளர்கள் : (1) பா.ஷியாம் பாலாஜி, 159, கே.ஆர்.ஜி. நகர், 3–வது குறுக்கு தெரு, விழுப்புரம். (2) கா.பட்டாபிராமன், 64, சுர்ணம்பிகா நகர், ராகவன் பேட்டை, விழுப்புரம். (3) ம.சுரேஷ்குமார், 47/331–எ, பி.ஆர்.எஸ். நகர், ராகவன்பேட்டை, விழுப்புரம். (1154, 427, 1476, 508)
paragraph: அமைப்பாளர் : சே.ஷாதுல் அமீது, 30, வ.உ.சி. தெரு, விழுப்புரம். (430, 1917, 748, 1930)
